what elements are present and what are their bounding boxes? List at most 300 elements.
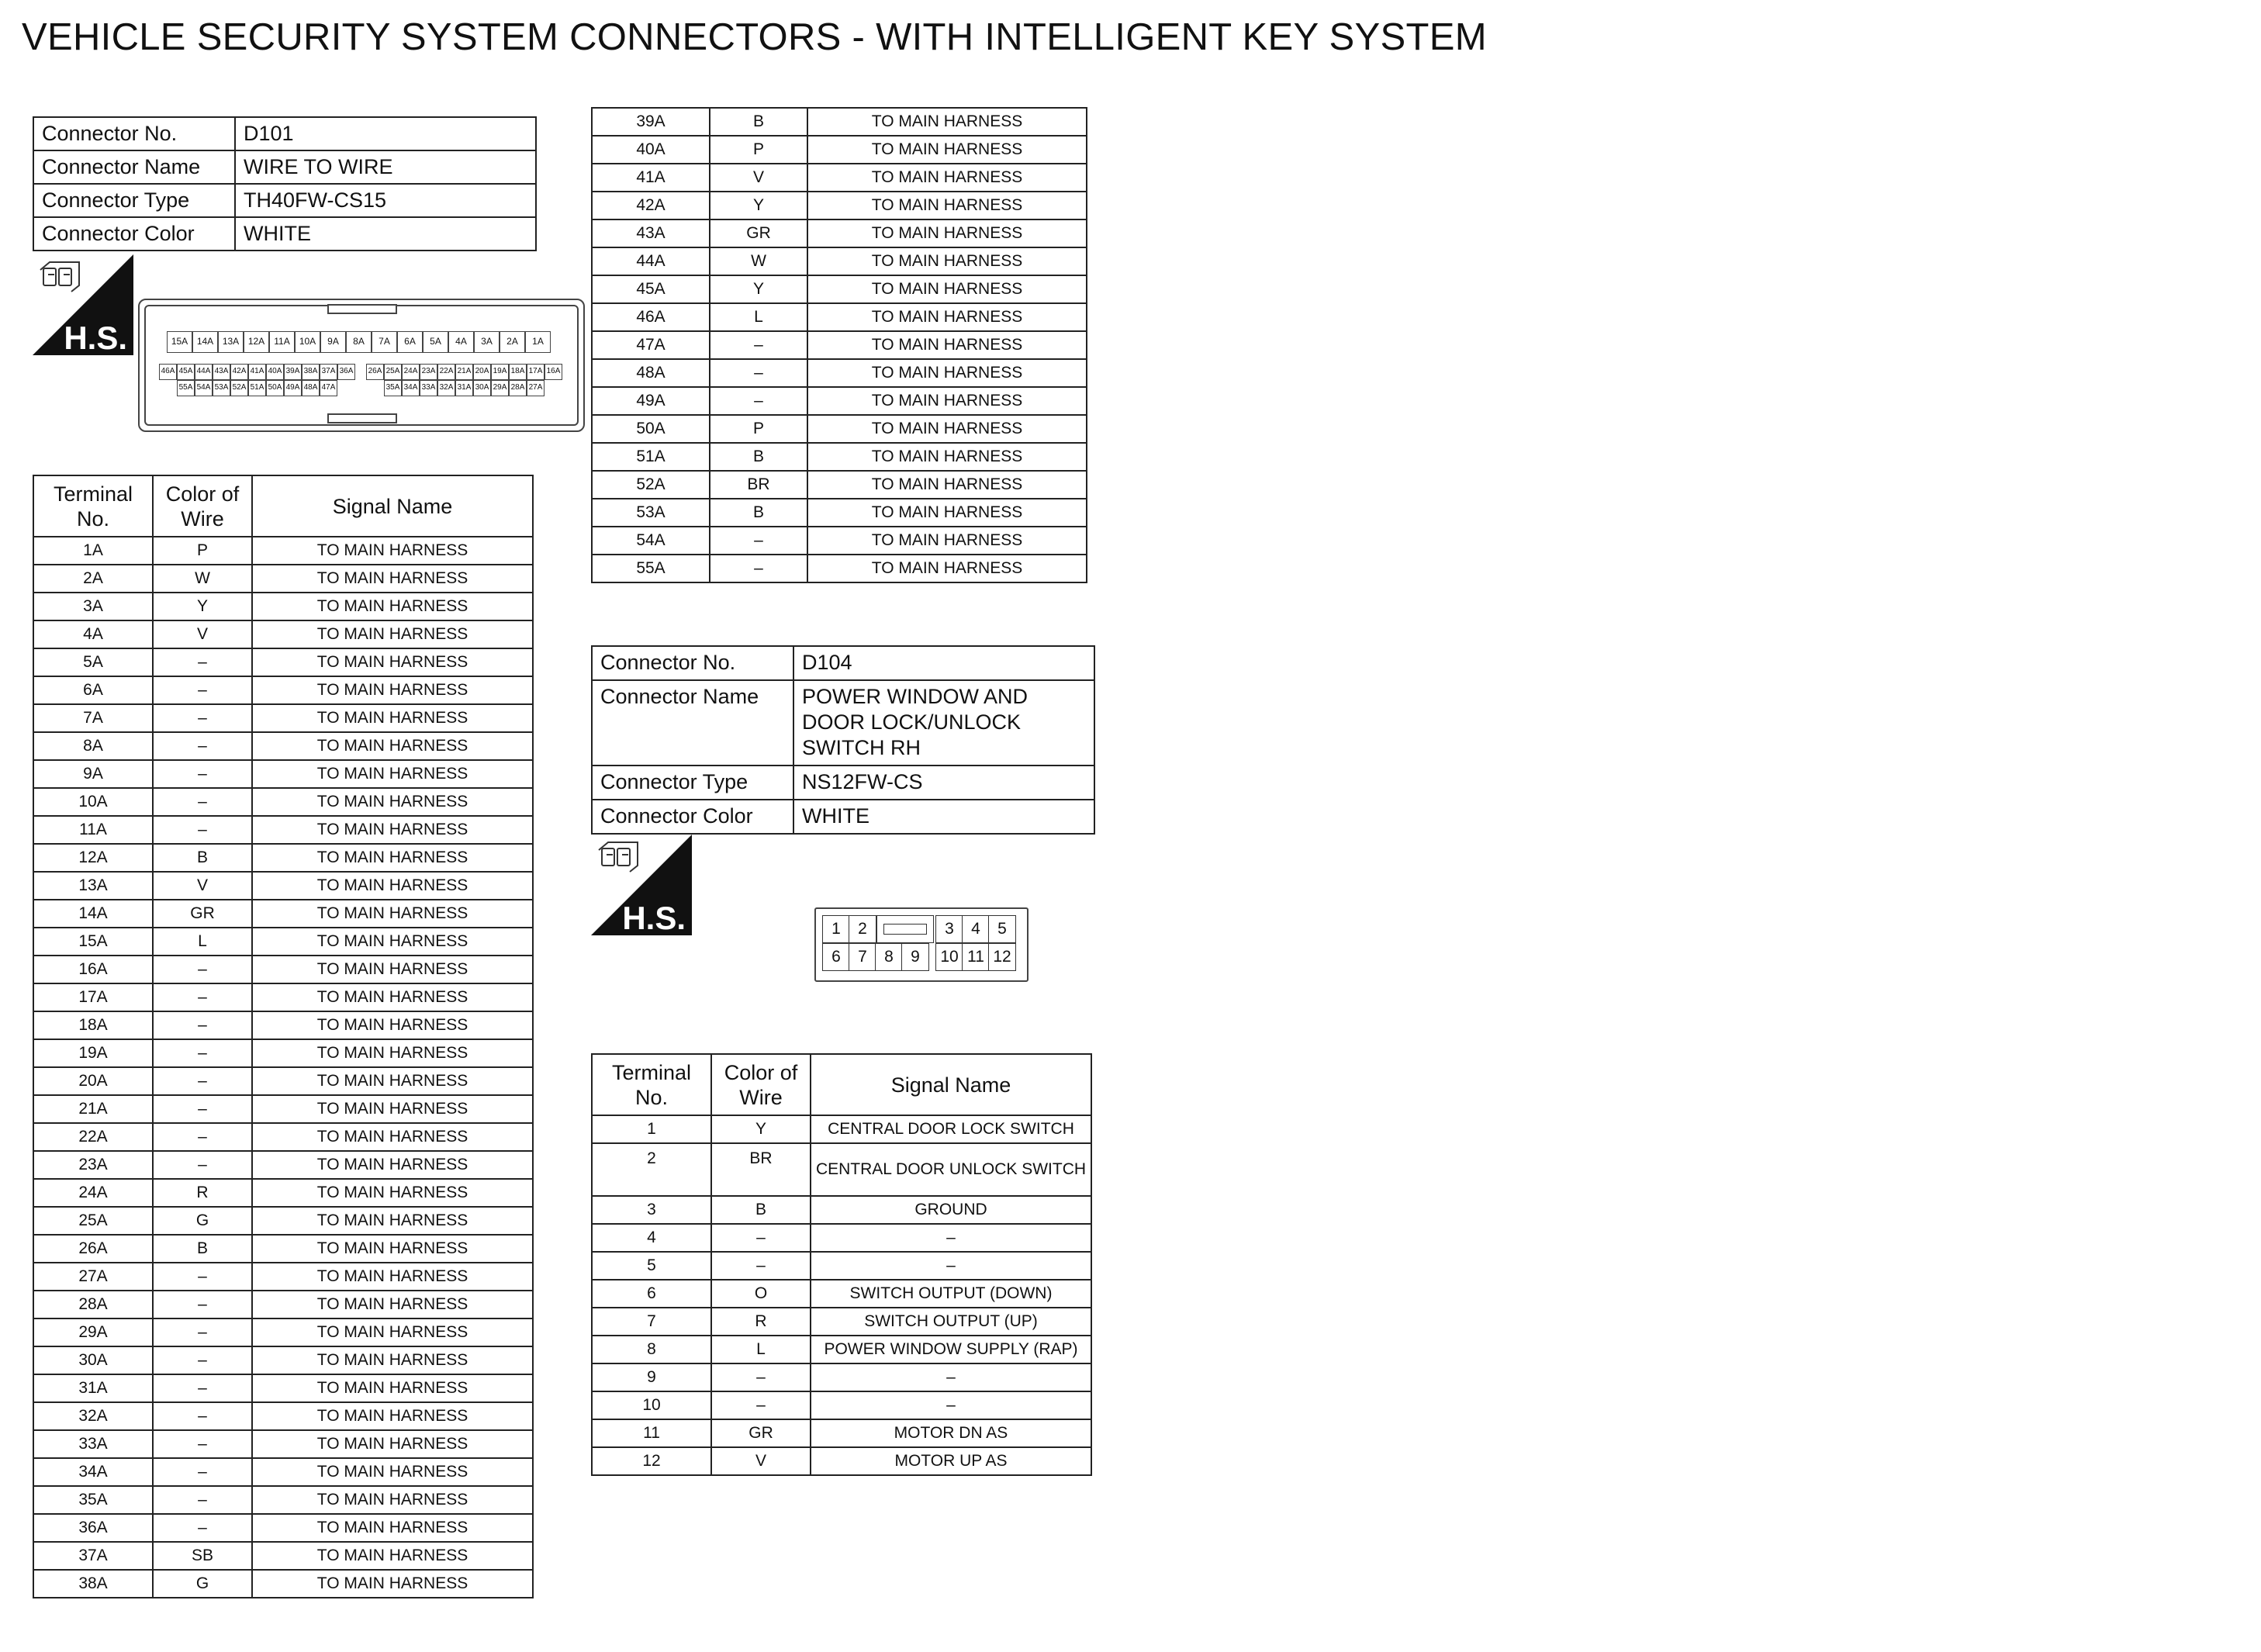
terminal-no-cell: 8A: [33, 732, 153, 760]
signal-name-cell: TO MAIN HARNESS: [252, 648, 533, 676]
signal-name-cell: TO MAIN HARNESS: [807, 415, 1087, 443]
wire-color-cell: –: [153, 956, 252, 983]
table-row: [33, 1346, 533, 1374]
connector-pin: 51A: [248, 380, 266, 396]
wire-color-cell: V: [711, 1447, 811, 1475]
terminal-no-cell: 41A: [592, 164, 710, 192]
signal-name-cell: TO MAIN HARNESS: [807, 471, 1087, 499]
signal-name-cell: TO MAIN HARNESS: [807, 359, 1087, 387]
signal-name-cell: TO MAIN HARNESS: [252, 620, 533, 648]
wire-color-cell: –: [153, 732, 252, 760]
table-row: [33, 537, 533, 565]
connector-pin: 33A: [420, 380, 437, 396]
connector-pin: 46A: [159, 364, 177, 380]
connector-pin: 29A: [491, 380, 509, 396]
wire-color-cell: P: [710, 136, 807, 164]
signal-name-cell: MOTOR DN AS: [811, 1419, 1091, 1447]
signal-name-cell: TO MAIN HARNESS: [807, 219, 1087, 247]
terminal-no-cell: 4: [592, 1224, 711, 1252]
wire-color-cell: V: [710, 164, 807, 192]
connector-pin: 3: [935, 915, 963, 943]
hs-label: H.S.: [64, 320, 127, 355]
connector-pin: 22A: [437, 364, 455, 380]
terminal-no-cell: 7: [592, 1308, 711, 1336]
terminal-no-cell: 54A: [592, 527, 710, 555]
signal-name-cell: TO MAIN HARNESS: [252, 900, 533, 928]
signal-name-cell: TO MAIN HARNESS: [807, 499, 1087, 527]
signal-name-cell: –: [811, 1363, 1091, 1391]
signal-name-cell: TO MAIN HARNESS: [252, 1123, 533, 1151]
info-value: WHITE: [235, 217, 536, 251]
table-row: [33, 900, 533, 928]
terminal-no-cell: 32A: [33, 1402, 153, 1430]
connector-pin: 7A: [372, 331, 397, 353]
signal-name-cell: TO MAIN HARNESS: [807, 192, 1087, 219]
wire-color-cell: –: [153, 1318, 252, 1346]
info-label: Connector Color: [592, 800, 793, 834]
signal-name-cell: TO MAIN HARNESS: [807, 136, 1087, 164]
wire-color-cell: –: [153, 1486, 252, 1514]
wire-color-cell: –: [153, 1123, 252, 1151]
table-row: [592, 555, 1087, 582]
wire-color-cell: L: [710, 303, 807, 331]
connector-pin: 3A: [474, 331, 500, 353]
wire-color-cell: –: [153, 1011, 252, 1039]
wire-color-cell: B: [711, 1196, 811, 1224]
table-row: [33, 956, 533, 983]
page-title: VEHICLE SECURITY SYSTEM CONNECTORS - WITH INTELLIGENT KEY SYSTEM: [22, 16, 1487, 58]
info-value: POWER WINDOW AND DOOR LOCK/UNLOCK SWITCH RH: [793, 680, 1094, 766]
connector-pin: 4A: [448, 331, 474, 353]
connector-pin: 18A: [509, 364, 527, 380]
connector-pin: 12: [988, 943, 1016, 971]
table-row: [33, 565, 533, 593]
signal-name-cell: –: [811, 1252, 1091, 1280]
d104-terminal-table: [591, 1053, 1092, 1476]
connector-pin: 4: [962, 915, 990, 943]
signal-name-cell: CENTRAL DOOR LOCK SWITCH: [811, 1115, 1091, 1143]
info-value: WHITE: [793, 800, 1094, 834]
signal-name-cell: TO MAIN HARNESS: [252, 1402, 533, 1430]
connector-pin: 25A: [384, 364, 402, 380]
table-row: [33, 760, 533, 788]
connector-pin: 41A: [248, 364, 266, 380]
wire-color-cell: –: [153, 983, 252, 1011]
signal-name-cell: –: [811, 1224, 1091, 1252]
table-row: [592, 219, 1087, 247]
table-row: [592, 443, 1087, 471]
wire-color-cell: –: [710, 555, 807, 582]
table-row: [33, 1151, 533, 1179]
signal-name-cell: TO MAIN HARNESS: [807, 303, 1087, 331]
connector-pin: 26A: [366, 364, 384, 380]
col-terminal-no: Terminal No.: [33, 475, 153, 537]
signal-name-cell: TO MAIN HARNESS: [807, 275, 1087, 303]
table-row: [33, 1542, 533, 1570]
table-row: [33, 872, 533, 900]
terminal-no-cell: 27A: [33, 1263, 153, 1291]
connector-pin: 49A: [284, 380, 302, 396]
connector-pin: 50A: [266, 380, 284, 396]
terminal-no-cell: 2A: [33, 565, 153, 593]
table-row: [592, 1196, 1091, 1224]
wire-color-cell: BR: [710, 471, 807, 499]
terminal-no-cell: 55A: [592, 555, 710, 582]
table-row: [33, 676, 533, 704]
col-terminal-no: Terminal No.: [592, 1054, 711, 1115]
connector-pin: 15A: [167, 331, 192, 353]
signal-name-cell: GROUND: [811, 1196, 1091, 1224]
terminal-no-cell: 34A: [33, 1458, 153, 1486]
table-row: [592, 1363, 1091, 1391]
connector-pin: 7: [849, 943, 876, 971]
terminal-no-cell: 20A: [33, 1067, 153, 1095]
signal-name-cell: TO MAIN HARNESS: [252, 1346, 533, 1374]
info-label: Connector No.: [592, 646, 793, 680]
col-wire-color: Color of Wire: [153, 475, 252, 537]
terminal-no-cell: 5: [592, 1252, 711, 1280]
table-row: [592, 331, 1087, 359]
signal-name-cell: TO MAIN HARNESS: [252, 1039, 533, 1067]
connector-pin: 40A: [266, 364, 284, 380]
connector-pin: 10A: [295, 331, 320, 353]
signal-name-cell: TO MAIN HARNESS: [252, 1207, 533, 1235]
info-value: D101: [235, 117, 536, 150]
wire-color-cell: –: [153, 1039, 252, 1067]
terminal-no-cell: 13A: [33, 872, 153, 900]
connector-pin: 45A: [177, 364, 195, 380]
table-row: [592, 1252, 1091, 1280]
d101-connector-face: [138, 299, 585, 432]
terminal-no-cell: 52A: [592, 471, 710, 499]
table-row: [33, 1291, 533, 1318]
connector-pin: 10: [935, 943, 963, 971]
table-row: [592, 499, 1087, 527]
terminal-no-cell: 14A: [33, 900, 153, 928]
table-row: [592, 1419, 1091, 1447]
table-row: [592, 1391, 1091, 1419]
terminal-no-cell: 1A: [33, 537, 153, 565]
wire-color-cell: –: [153, 648, 252, 676]
terminal-no-cell: 22A: [33, 1123, 153, 1151]
terminal-no-cell: 23A: [33, 1151, 153, 1179]
info-label: Connector No.: [33, 117, 235, 150]
connector-pin: 34A: [402, 380, 420, 396]
table-row: [592, 192, 1087, 219]
terminal-no-cell: 2: [592, 1143, 711, 1196]
terminal-no-cell: 10: [592, 1391, 711, 1419]
info-label: Connector Type: [592, 766, 793, 800]
table-row: [33, 1039, 533, 1067]
connector-pin: 21A: [455, 364, 473, 380]
connector-pin: 2: [849, 915, 876, 943]
connector-pin: 43A: [213, 364, 230, 380]
wire-color-cell: B: [153, 1235, 252, 1263]
table-row: [33, 983, 533, 1011]
connector-pin: 17A: [527, 364, 545, 380]
terminal-no-cell: 4A: [33, 620, 153, 648]
info-row: [33, 150, 536, 184]
table-row: [33, 648, 533, 676]
terminal-no-cell: 6A: [33, 676, 153, 704]
info-row: [33, 117, 536, 150]
signal-name-cell: TO MAIN HARNESS: [252, 816, 533, 844]
connector-pin: 20A: [473, 364, 491, 380]
wire-color-cell: –: [153, 816, 252, 844]
info-row: [592, 766, 1094, 800]
signal-name-cell: SWITCH OUTPUT (DOWN): [811, 1280, 1091, 1308]
terminal-no-cell: 47A: [592, 331, 710, 359]
connector-pin: 47A: [320, 380, 337, 396]
signal-name-cell: MOTOR UP AS: [811, 1447, 1091, 1475]
wire-color-cell: P: [710, 415, 807, 443]
connector-pin: 52A: [230, 380, 248, 396]
terminal-no-cell: 8: [592, 1336, 711, 1363]
connector-pin: 35A: [384, 380, 402, 396]
signal-name-cell: TO MAIN HARNESS: [252, 565, 533, 593]
table-row: [592, 359, 1087, 387]
terminal-no-cell: 29A: [33, 1318, 153, 1346]
signal-name-cell: TO MAIN HARNESS: [252, 1011, 533, 1039]
terminal-no-cell: 11: [592, 1419, 711, 1447]
table-row: [33, 1570, 533, 1598]
wire-color-cell: L: [153, 928, 252, 956]
connector-pictogram-icon: [599, 842, 638, 872]
signal-name-cell: TO MAIN HARNESS: [252, 1486, 533, 1514]
info-label: Connector Type: [33, 184, 235, 217]
signal-name-cell: TO MAIN HARNESS: [252, 1430, 533, 1458]
table-row: [33, 1263, 533, 1291]
col-signal-name: Signal Name: [811, 1054, 1091, 1115]
wire-color-cell: –: [710, 359, 807, 387]
signal-name-cell: TO MAIN HARNESS: [807, 555, 1087, 582]
wire-color-cell: BR: [711, 1143, 811, 1196]
terminal-no-cell: 37A: [33, 1542, 153, 1570]
table-row: [592, 387, 1087, 415]
col-signal-name: Signal Name: [252, 475, 533, 537]
wire-color-cell: B: [710, 499, 807, 527]
terminal-no-cell: 16A: [33, 956, 153, 983]
connector-pin: 12A: [244, 331, 269, 353]
wire-color-cell: B: [153, 844, 252, 872]
terminal-no-cell: 11A: [33, 816, 153, 844]
terminal-no-cell: 49A: [592, 387, 710, 415]
wire-color-cell: GR: [711, 1419, 811, 1447]
terminal-no-cell: 45A: [592, 275, 710, 303]
table-row: [592, 1308, 1091, 1336]
terminal-no-cell: 24A: [33, 1179, 153, 1207]
table-row: [33, 1430, 533, 1458]
connector-pin: 6A: [397, 331, 423, 353]
wire-color-cell: G: [153, 1207, 252, 1235]
info-value: WIRE TO WIRE: [235, 150, 536, 184]
connector-pin: 32A: [437, 380, 455, 396]
terminal-no-cell: 25A: [33, 1207, 153, 1235]
signal-name-cell: TO MAIN HARNESS: [252, 983, 533, 1011]
connector-pin: 53A: [213, 380, 230, 396]
info-label: Connector Color: [33, 217, 235, 251]
table-row: [33, 788, 533, 816]
signal-name-cell: TO MAIN HARNESS: [252, 676, 533, 704]
signal-name-cell: TO MAIN HARNESS: [252, 1458, 533, 1486]
wire-color-cell: B: [710, 443, 807, 471]
signal-name-cell: TO MAIN HARNESS: [252, 1374, 533, 1402]
d101-connector-info: [33, 116, 537, 251]
wire-color-cell: –: [153, 1067, 252, 1095]
wire-color-cell: GR: [153, 900, 252, 928]
table-row: [592, 164, 1087, 192]
table-row: [33, 1011, 533, 1039]
connector-pin: 48A: [302, 380, 320, 396]
info-row: [592, 800, 1094, 834]
signal-name-cell: TO MAIN HARNESS: [252, 1291, 533, 1318]
wire-color-cell: L: [711, 1336, 811, 1363]
terminal-no-cell: 35A: [33, 1486, 153, 1514]
signal-name-cell: TO MAIN HARNESS: [807, 247, 1087, 275]
info-value: D104: [793, 646, 1094, 680]
d101-terminal-table-right: [591, 107, 1087, 583]
wire-color-cell: –: [153, 1458, 252, 1486]
terminal-no-cell: 12: [592, 1447, 711, 1475]
connector-pin: 14A: [192, 331, 218, 353]
col-wire-color: Color of Wire: [711, 1054, 811, 1115]
signal-name-cell: TO MAIN HARNESS: [252, 732, 533, 760]
wire-color-cell: –: [153, 676, 252, 704]
terminal-no-cell: 51A: [592, 443, 710, 471]
table-row: [33, 1318, 533, 1346]
table-row: [33, 620, 533, 648]
terminal-no-cell: 3A: [33, 593, 153, 620]
d104-connector-face: [814, 907, 1029, 982]
signal-name-cell: CENTRAL DOOR UNLOCK SWITCH: [811, 1143, 1091, 1196]
terminal-no-cell: 6: [592, 1280, 711, 1308]
signal-name-cell: TO MAIN HARNESS: [807, 164, 1087, 192]
info-row: [592, 680, 1094, 766]
wire-color-cell: –: [153, 1263, 252, 1291]
connector-pin: 30A: [473, 380, 491, 396]
wire-color-cell: –: [153, 1291, 252, 1318]
connector-pin: 8: [875, 943, 903, 971]
table-row: [592, 1280, 1091, 1308]
terminal-no-cell: 33A: [33, 1430, 153, 1458]
table-row: [33, 1514, 533, 1542]
wire-color-cell: V: [153, 872, 252, 900]
wire-color-cell: Y: [710, 275, 807, 303]
table-row: [33, 1095, 533, 1123]
connector-pin: 28A: [509, 380, 527, 396]
table-row: [33, 1179, 533, 1207]
table-row: [33, 1123, 533, 1151]
wire-color-cell: –: [711, 1224, 811, 1252]
table-row: [592, 275, 1087, 303]
table-row: [33, 1458, 533, 1486]
table-row: [592, 471, 1087, 499]
connector-pin: 11: [962, 943, 990, 971]
connector-pin: 5A: [423, 331, 448, 353]
terminal-no-cell: 39A: [592, 108, 710, 136]
connector-pictogram-icon: [40, 262, 79, 292]
signal-name-cell: TO MAIN HARNESS: [252, 872, 533, 900]
terminal-no-cell: 40A: [592, 136, 710, 164]
wire-color-cell: –: [153, 1346, 252, 1374]
table-row: [592, 1336, 1091, 1363]
signal-name-cell: TO MAIN HARNESS: [252, 593, 533, 620]
wire-color-cell: Y: [710, 192, 807, 219]
info-label: Connector Name: [33, 150, 235, 184]
table-row: [33, 1235, 533, 1263]
wire-color-cell: –: [153, 1151, 252, 1179]
terminal-no-cell: 26A: [33, 1235, 153, 1263]
table-row: [592, 1224, 1091, 1252]
table-row: [592, 527, 1087, 555]
terminal-no-cell: 5A: [33, 648, 153, 676]
table-row: [592, 1143, 1091, 1196]
signal-name-cell: TO MAIN HARNESS: [252, 1151, 533, 1179]
table-row: [33, 844, 533, 872]
wire-color-cell: –: [711, 1252, 811, 1280]
wire-color-cell: Y: [711, 1115, 811, 1143]
connector-pin: 9: [901, 943, 929, 971]
table-row: [33, 1207, 533, 1235]
wire-color-cell: –: [710, 331, 807, 359]
table-row: [592, 1115, 1091, 1143]
connector-pin: 16A: [545, 364, 562, 380]
hs-label: H.S.: [622, 900, 686, 935]
wire-color-cell: V: [153, 620, 252, 648]
terminal-no-cell: 3: [592, 1196, 711, 1224]
connector-pin: 1: [822, 915, 850, 943]
table-row: [33, 732, 533, 760]
connector-pin: 31A: [455, 380, 473, 396]
signal-name-cell: TO MAIN HARNESS: [807, 387, 1087, 415]
signal-name-cell: TO MAIN HARNESS: [807, 108, 1087, 136]
harness-side-icon: [591, 835, 692, 935]
table-row: [592, 1447, 1091, 1475]
wire-color-cell: P: [153, 537, 252, 565]
terminal-no-cell: 19A: [33, 1039, 153, 1067]
table-row: [33, 704, 533, 732]
signal-name-cell: TO MAIN HARNESS: [252, 956, 533, 983]
wire-color-cell: W: [710, 247, 807, 275]
info-row: [33, 217, 536, 251]
terminal-no-cell: 21A: [33, 1095, 153, 1123]
signal-name-cell: TO MAIN HARNESS: [252, 1067, 533, 1095]
signal-name-cell: TO MAIN HARNESS: [252, 1514, 533, 1542]
table-row: [33, 1374, 533, 1402]
terminal-no-cell: 42A: [592, 192, 710, 219]
signal-name-cell: TO MAIN HARNESS: [252, 1542, 533, 1570]
terminal-no-cell: 31A: [33, 1374, 153, 1402]
wire-color-cell: R: [153, 1179, 252, 1207]
terminal-no-cell: 30A: [33, 1346, 153, 1374]
terminal-no-cell: 36A: [33, 1514, 153, 1542]
terminal-no-cell: 43A: [592, 219, 710, 247]
terminal-no-cell: 46A: [592, 303, 710, 331]
terminal-no-cell: 50A: [592, 415, 710, 443]
connector-lock: [876, 915, 934, 943]
wire-color-cell: –: [153, 760, 252, 788]
connector-pin: 13A: [218, 331, 244, 353]
signal-name-cell: TO MAIN HARNESS: [252, 1318, 533, 1346]
terminal-no-cell: 9A: [33, 760, 153, 788]
wire-color-cell: GR: [710, 219, 807, 247]
info-label: Connector Name: [592, 680, 793, 766]
table-row: [592, 108, 1087, 136]
connector-pin: 55A: [177, 380, 195, 396]
wire-color-cell: O: [711, 1280, 811, 1308]
terminal-no-cell: 7A: [33, 704, 153, 732]
terminal-no-cell: 17A: [33, 983, 153, 1011]
